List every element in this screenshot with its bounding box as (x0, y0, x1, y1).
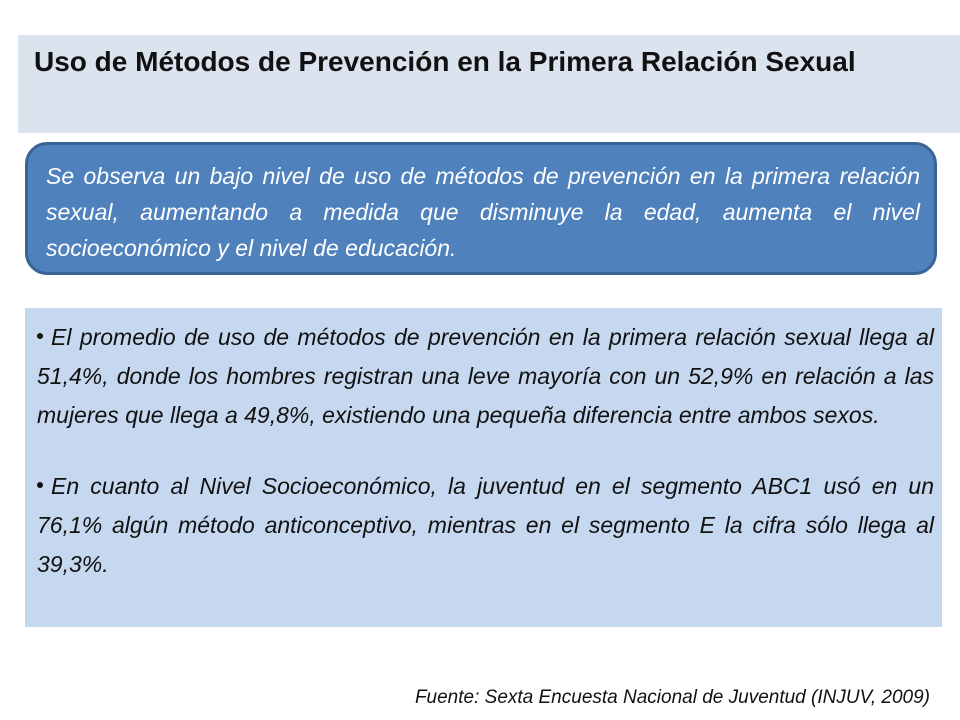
summary-callout (25, 142, 937, 275)
bullet-dot-icon (37, 333, 43, 339)
summary-text: Se observa un bajo nivel de uso de métodos de prevención en la primera relación sexual, aumentando a medida que disminuye la edad, aumenta el nivel socioeconómico y el nivel de educación. (46, 163, 920, 261)
bullet-item-socioeconomic (37, 467, 934, 584)
bullet-dot-icon (37, 482, 43, 488)
bullet-text: En cuanto al Nivel Socioeconómico, la juventud en el segmento ABC1 usó en un 76,1% algún método anticonceptivo, mientras en el segmento E la cifra sólo llega al 39,3%. (37, 473, 934, 577)
bullet-item-average-usage (37, 318, 934, 435)
bullet-list-panel (25, 308, 942, 627)
page-title: Uso de Métodos de Prevención en la Primera Relación Sexual (34, 46, 856, 77)
source-citation: Fuente: Sexta Encuesta Nacional de Juventud (INJUV, 2009) (414, 687, 930, 708)
bullet-text: El promedio de uso de métodos de prevención en la primera relación sexual llega al 51,4%, donde los hombres registran una leve mayoría con un 52,9% en relación a las mujeres que llega a 49,8%, existiendo una pequeña diferencia entre ambos sexos. (37, 324, 934, 428)
title-bar (18, 35, 960, 133)
